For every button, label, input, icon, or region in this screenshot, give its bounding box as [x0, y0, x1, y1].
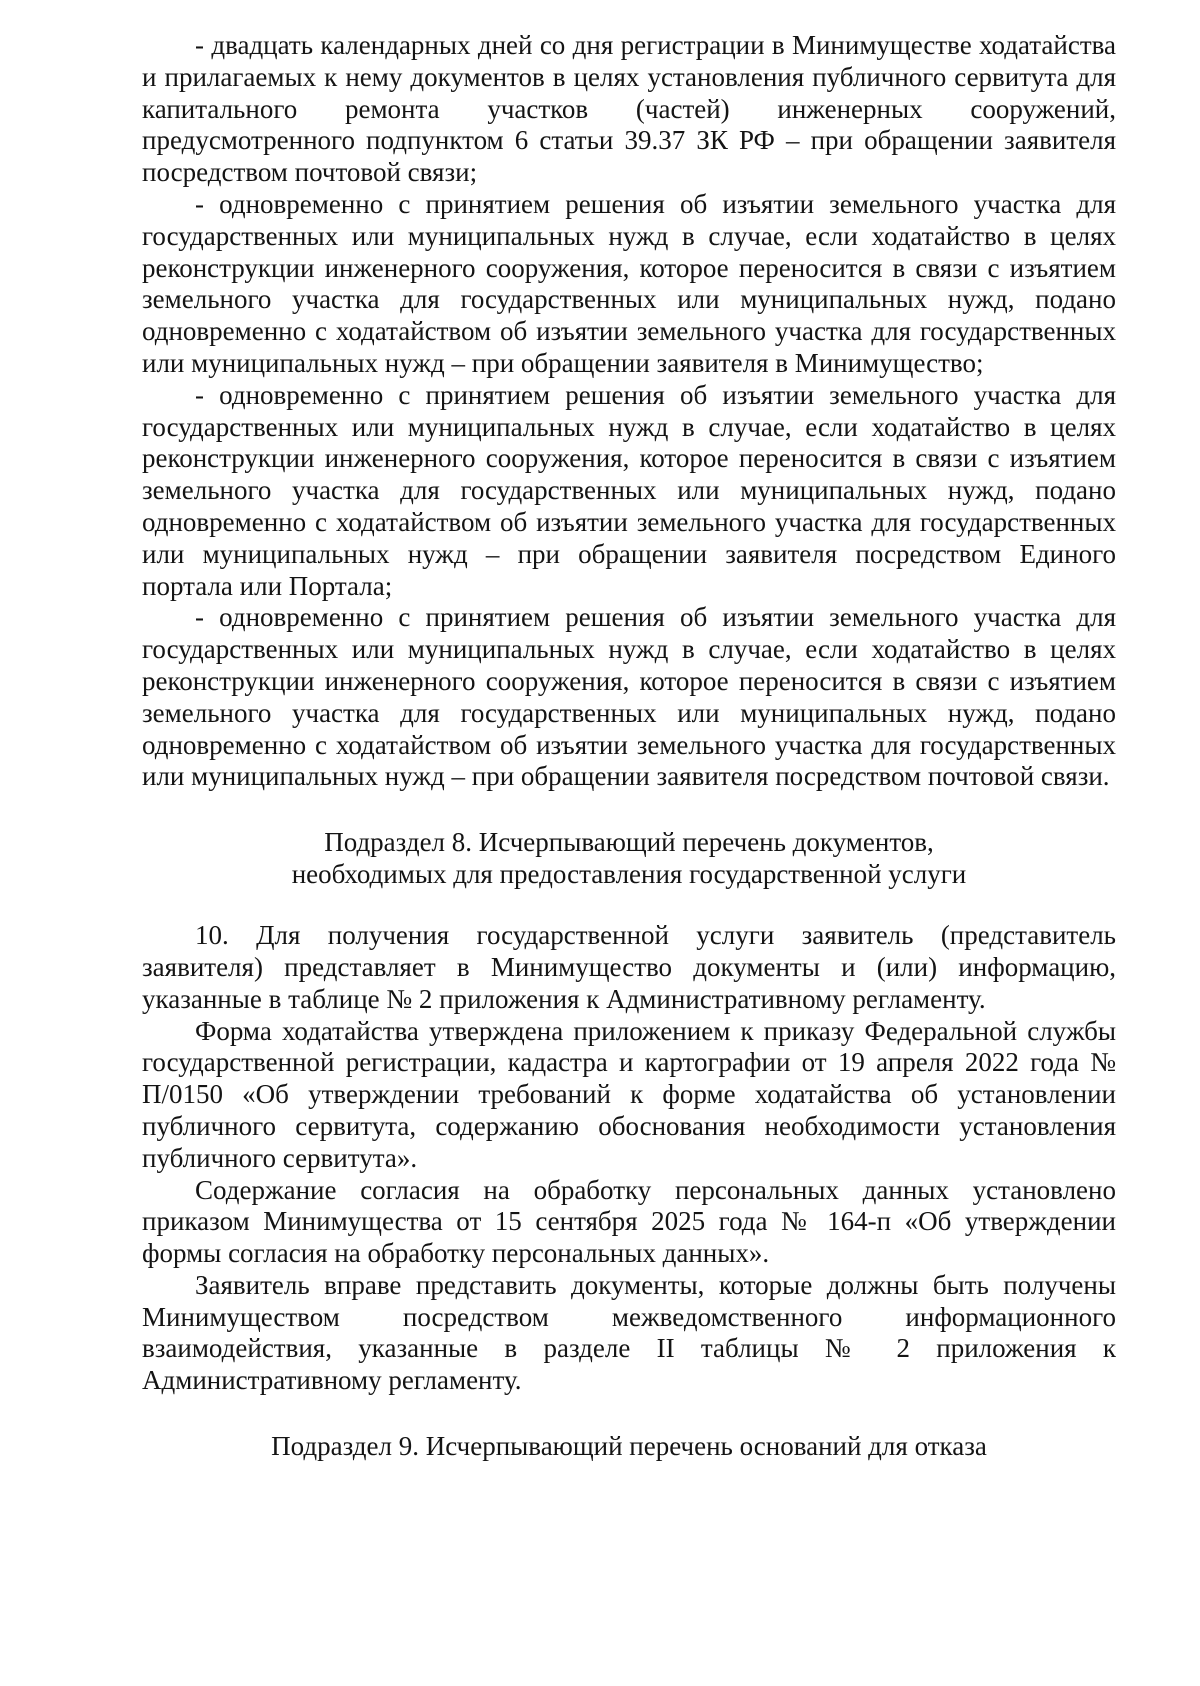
subsection-8-heading-line-2: необходимых для предоставления государственной услуги: [291, 859, 967, 890]
paragraph-deadline-postal: - двадцать календарных дней со дня регистрации в Минимуществе ходатайства и прилагаемых к нему документов в целях установления публичного сервитута для капитального ремонта участков (частей) инженерных сооружений, предусмотренного подпунктом 6 статьи 39.37 ЗК РФ – при обращении заявителя посредством почтовой связи;: [142, 30, 1116, 188]
subsection-9-heading-line-1: Подраздел 9. Исчерпывающий перечень оснований для отказа: [271, 1431, 987, 1462]
paragraph-consent-content: Содержание согласия на обработку персональных данных установлено приказом Минимущества от 15 сентября 2025 года № 164-п «Об утверждении формы согласия на обработку персональных данных».: [142, 1174, 1116, 1269]
paragraph-item-10: 10. Для получения государственной услуги заявитель (представитель заявителя) представляет в Минимущество документы и (или) информацию, указанные в таблице № 2 приложения к Административному регламенту.: [142, 920, 1116, 1014]
subsection-8-heading: [142, 826, 1116, 890]
paragraph-simultaneous-postal: - одновременно с принятием решения об изъятии земельного участка для государственных или муниципальных нужд в случае, если ходатайство в целях реконструкции инженерного сооружения, которое переносится в связи с изъятием земельного участка для государственных или муниципальных нужд, подано одновременно с ходатайством об изъятии земельного участка для государственных или муниципальных нужд – при обращении заявителя посредством почтовой связи.: [142, 602, 1116, 792]
paragraph-petition-form: Форма ходатайства утверждена приложением к приказу Федеральной службы государственной регистрации, кадастра и картографии от 19 апреля 2022 года № П/0150 «Об утверждении требований к форме ходатайства об установлении публичного сервитута, содержанию обоснования необходимости установления публичного сервитута».: [142, 1015, 1116, 1173]
document-page: [142, 30, 1116, 1463]
paragraph-simultaneous-ministry: - одновременно с принятием решения об изъятии земельного участка для государственных или муниципальных нужд в случае, если ходатайство в целях реконструкции инженерного сооружения, которое переносится в связи с изъятием земельного участка для государственных или муниципальных нужд, подано одновременно с ходатайством об изъятии земельного участка для государственных или муниципальных нужд – при обращении заявителя в Минимущество;: [142, 188, 1116, 378]
subsection-8-heading-line-1: Подраздел 8. Исчерпывающий перечень документов,: [324, 827, 934, 858]
paragraph-applicant-right: Заявитель вправе представить документы, которые должны быть получены Минимуществом посредством межведомственного информационного взаимодействия, указанные в разделе II таблицы № 2 приложения к Административному регламенту.: [142, 1269, 1116, 1396]
subsection-9-heading: [142, 1431, 1116, 1463]
paragraph-simultaneous-portal: - одновременно с принятием решения об изъятии земельного участка для государственных или муниципальных нужд в случае, если ходатайство в целях реконструкции инженерного сооружения, которое переносится в связи с изъятием земельного участка для государственных или муниципальных нужд, подано одновременно с ходатайством об изъятии земельного участка для государственных или муниципальных нужд – при обращении заявителя посредством Единого портала или Портала;: [142, 379, 1116, 601]
